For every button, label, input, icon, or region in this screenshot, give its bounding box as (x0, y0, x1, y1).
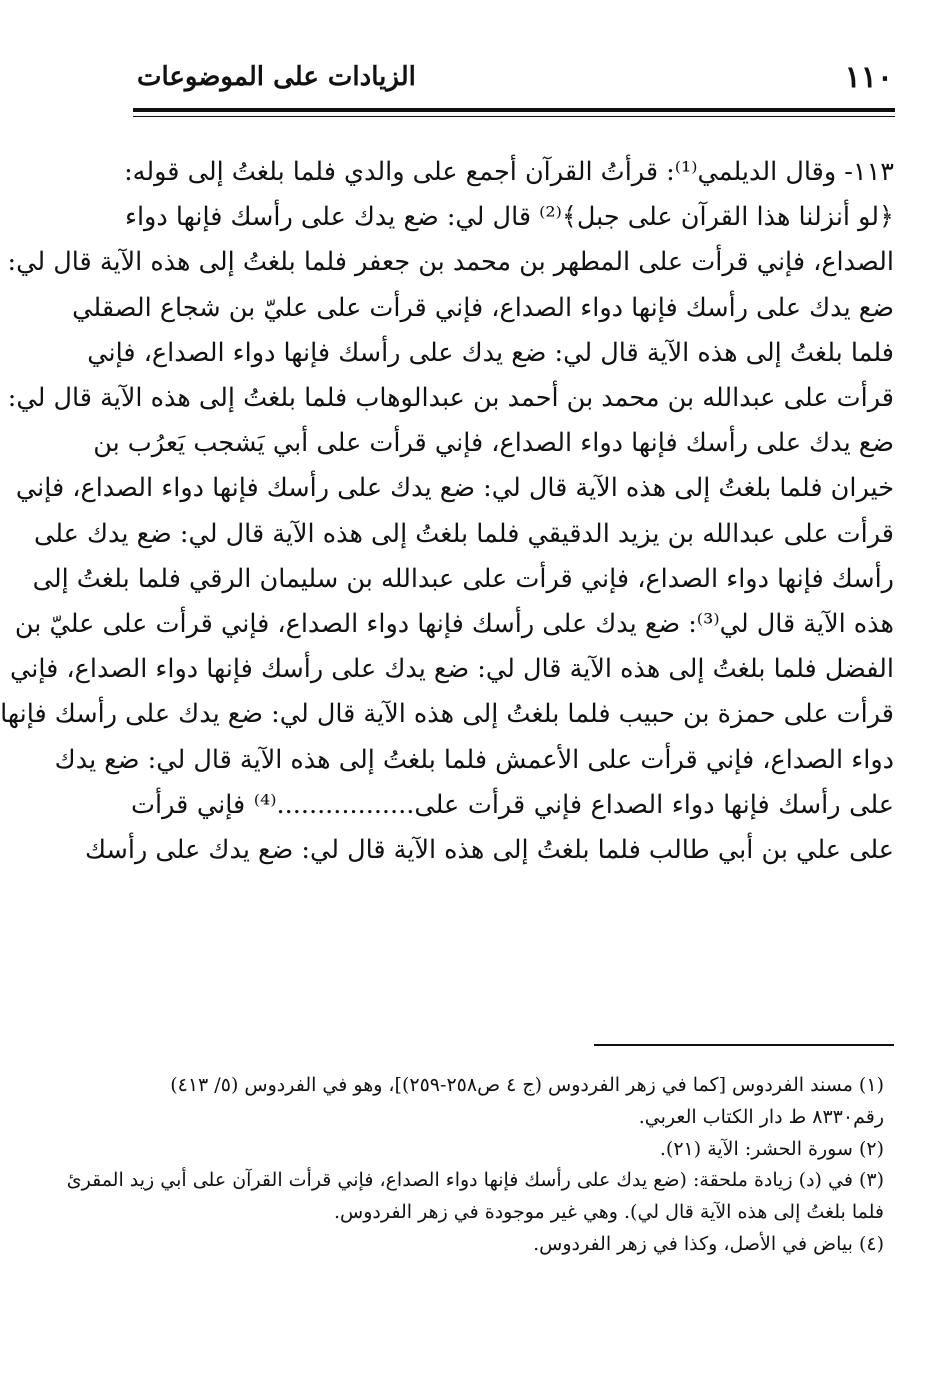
text-line: دواء الصداع، فإني قرأت على الأعمش فلما بلغتُ إلى هذه الآية قال لي: ضع يدك (54, 744, 894, 775)
text-line: هذه الآية قال لي⁽³⁾: ضع يدك على رأسك فإنها دواء الصداع، فإني قرأت على عليّ بن (14, 609, 894, 640)
text-line: قرأت على عبدالله بن محمد بن أحمد بن عبدالوهاب فلما بلغتُ إلى هذه الآية قال لي: (7, 383, 894, 414)
running-title: الزيادات على الموضوعات (137, 62, 416, 92)
footnote-line: رقم٨٣٣٠ ط دار الكتاب العربي. (638, 1105, 884, 1128)
footnote-line: (٢) سورة الحشر: الآية (٢١). (659, 1137, 884, 1160)
footnote-line: (١) مسند الفردوس [كما في زهر الفردوس (ج ٤ ص٢٥٨-٢٥٩)]، وهو في الفردوس (٥/ ٤١٣) (170, 1074, 884, 1096)
page-header (133, 58, 895, 102)
footnote-line: (٣) في (د) زيادة ملحقة: (ضع يدك على رأسك فإنها دواء الصداع، فإني قرأت القرآن على أبي زيد المقرئ (66, 1169, 884, 1192)
text-line: خيران فلما بلغتُ إلى هذه الآية قال لي: ضع يدك على رأسك فإنها دواء الصداع، فإني (15, 473, 894, 504)
text-line: ١١٣- وقال الديلمي⁽¹⁾: قرأتُ القرآن أجمع على والدي فلما بلغتُ إلى قوله: (124, 157, 894, 187)
text-line: فلما بلغتُ إلى هذه الآية قال لي: ضع يدك على رأسك فإنها دواء الصداع، فإني (87, 337, 894, 368)
header-rule (133, 108, 895, 112)
header-rule-thin (133, 116, 895, 117)
text-line: قرأت على حمزة بن حبيب فلما بلغتُ إلى هذه الآية قال لي: ضع يدك على رأسك فإنها (0, 699, 894, 730)
text-line: على رأسك فإنها دواء الصداع فإني قرأت على.................⁽⁴⁾ فإني قرأت (131, 789, 894, 820)
text-line: الصداع، فإني قرأت على المطهر بن محمد بن جعفر فلما بلغتُ إلى هذه الآية قال لي: (7, 247, 894, 278)
text-line: ضع يدك على رأسك فإنها دواء الصداع، فإني قرأت على عليّ بن شجاع الصقلي (72, 292, 894, 323)
footnote-line: (٤) بياض في الأصل، وكذا في زهر الفردوس. (533, 1232, 884, 1255)
footnotes (66, 1070, 884, 1261)
text-line: الفضل فلما بلغتُ إلى هذه الآية قال لي: ضع يدك على رأسك فإنها دواء الصداع، فإني (10, 654, 894, 685)
page-number: ١١٠ (844, 60, 893, 95)
footnote-separator (594, 1044, 894, 1046)
text-line: ﴿لو أنزلنا هذا القرآن على جبل﴾⁽²⁾ قال لي: ضع يدك على رأسك فإنها دواء (124, 202, 894, 233)
text-line: ضع يدك على رأسك فإنها دواء الصداع، فإني قرأت على أبي يَشجب يَعرُب بن (93, 428, 894, 459)
main-text (0, 150, 894, 873)
text-line: على علي بن أبي طالب فلما بلغتُ إلى هذه الآية قال لي: ضع يدك على رأسك (85, 835, 894, 866)
footnote-line: فلما بلغتُ إلى هذه الآية قال لي). وهي غير موجودة في زهر الفردوس. (334, 1201, 884, 1224)
text-line: قرأت على عبدالله بن يزيد الدقيقي فلما بلغتُ إلى هذه الآية قال لي: ضع يدك على (33, 518, 894, 549)
text-line: رأسك فإنها دواء الصداع، فإني قرأت على عبدالله بن سليمان الرقي فلما بلغتُ إلى (32, 563, 894, 594)
